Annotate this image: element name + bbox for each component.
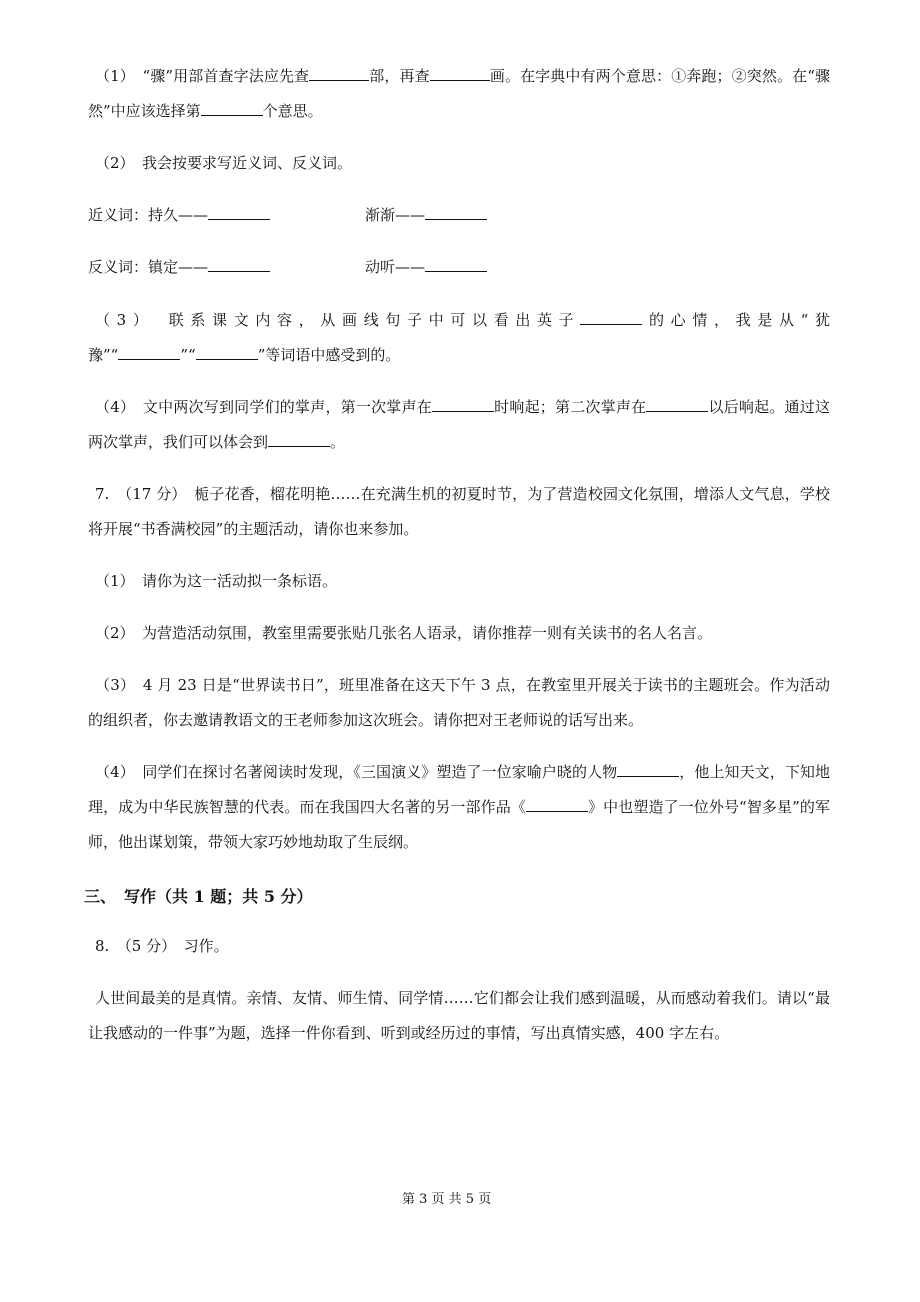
answer-blank[interactable] [617,762,679,777]
answer-blank[interactable] [526,797,588,812]
page-footer [402,1188,491,1207]
q8-body-text-1: 人世间最美的是真情。亲情、友情、师生情、同学情……它们都会让我们感到温暖，从而感动着我们。请以“最 [95,989,830,1007]
answer-blank[interactable] [196,345,258,360]
q6-p4-text-c: 以后响起。通过这 [708,398,830,416]
synonym-label: 近义词：持久—— [88,206,209,224]
answer-blank[interactable] [646,397,708,412]
q6-p3-text-a: （3） 联系课文内容，从画线句子中可以看出英子 [95,311,581,329]
q7-sub1-text: （1） 请你为这一活动拟一条标语。 [95,572,338,590]
q7-stem-text-1: 7. （17 分） 栀子花香，榴花明艳……在充满生机的初夏时节，为了营造校园文化氛围，增添人文气息，学校 [95,485,830,503]
q6-p1-line2 [88,101,323,121]
q6-p1-text-a: （1） “骤”用部首查字法应先查 [95,67,310,85]
q7-sub3-text-1: （3） 4 月 23 日是“世界读书日”，班里准备在这天下午 3 点，在教室里开展关于读书的主题班会。作为活动 [95,676,830,694]
q8-stem-text: 8. （5 分） 习作。 [95,937,229,955]
q6-p2-synonym-row-2 [365,205,487,225]
q7-sub3-text-2: 的组织者，你去邀请教语文的王老师参加这次班会。请你把对王老师说的话写出来。 [88,711,644,729]
answer-blank[interactable] [430,66,490,81]
q7-sub2 [95,623,712,643]
q6-p3-line1 [95,310,830,330]
answer-blank[interactable] [580,310,642,325]
q6-p3-text-b: 的心情，我是从“犹 [642,311,830,329]
answer-blank[interactable] [118,345,180,360]
q7-sub4-line2 [88,797,830,817]
q8-body-text-2: 让我感动的一件事”为题，选择一件你看到、听到或经历过的事情，写出真情实感，400 字左右。 [88,1024,730,1042]
q6-p1-line1 [95,66,830,86]
q7-stem-line1 [95,484,830,504]
q7-sub1 [95,571,337,591]
answer-blank[interactable] [432,397,494,412]
q7-sub4-line3 [88,832,418,852]
answer-blank[interactable] [201,101,263,116]
answer-blank[interactable] [268,432,330,447]
q6-p2-antonym-row-2 [365,257,487,277]
q7-sub4-text-2a: 理，成为中华民族智慧的代表。而在我国四大名著的另一部作品《 [88,798,526,816]
antonym-word-2: 动听—— [365,258,426,276]
antonym-label: 反义词：镇定—— [88,258,209,276]
q8-stem [95,936,229,956]
q7-stem-line2 [88,519,418,539]
answer-blank[interactable] [208,205,270,220]
q6-p1-text-c: 画。在字典中有两个意思：①奔跑；②突然。在“骤 [489,67,830,85]
q6-p4-line2 [88,432,345,452]
q7-sub4-text-1b: ，他上知天文，下知地 [679,763,830,781]
q7-sub3-line1 [95,675,830,695]
q7-sub4-text-2b: 》中也塑造了一位外号“智多星”的军 [587,798,830,816]
q6-p3-text-c: 豫”“ [88,346,119,364]
answer-blank[interactable] [208,257,270,272]
page-number: 第 3 页 共 5 页 [402,1192,492,1207]
q6-p3-text-e: ”等词语中感受到的。 [257,346,401,364]
q6-p4-text-e: 。 [330,433,346,451]
q6-p4-line1 [95,397,830,417]
q8-body-line1 [95,988,830,1008]
synonym-word-2: 渐渐—— [365,206,426,224]
q7-sub4-text-3: 师，他出谋划策，带领大家巧妙地劫取了生辰纲。 [88,833,419,851]
section-heading-writing [84,884,313,907]
q6-p2-intro [95,153,352,173]
q6-p4-text-b: 时响起；第二次掌声在 [493,398,647,416]
q7-sub3-line2 [88,710,643,730]
q6-p3-text-d: ”“ [180,346,196,364]
q6-p2-intro-text: （2） 我会按要求写近义词、反义词。 [95,154,353,172]
q6-p4-text-a: （4） 文中两次写到同学们的掌声，第一次掌声在 [95,398,432,416]
q7-stem-text-2: 将开展“书香满校园”的主题活动，请你也来参加。 [88,520,419,538]
q6-p2-antonym-row [88,257,270,277]
answer-blank[interactable] [309,66,369,81]
q6-p3-line2 [88,345,400,365]
q7-sub4-text-1a: （4） 同学们在探讨名著阅读时发现，《三国演义》塑造了一位家喻户晓的人物 [95,763,618,781]
section-heading-text: 三、 写作（共 1 题；共 5 分） [84,887,313,906]
q7-sub2-text: （2） 为营造活动氛围，教室里需要张贴几张名人语录，请你推荐一则有关读书的名人名言。 [95,624,713,642]
q6-p1-text-d: 然”中应该选择第 [88,102,201,120]
q6-p4-text-d: 两次掌声，我们可以体会到 [88,433,269,451]
answer-blank[interactable] [425,205,487,220]
q6-p1-text-e: 个意思。 [262,102,323,120]
q6-p2-synonym-row [88,205,270,225]
q8-body-line2 [88,1023,729,1043]
q6-p1-text-b: 部，再查 [369,67,430,85]
q7-sub4-line1 [95,762,830,782]
answer-blank[interactable] [425,257,487,272]
